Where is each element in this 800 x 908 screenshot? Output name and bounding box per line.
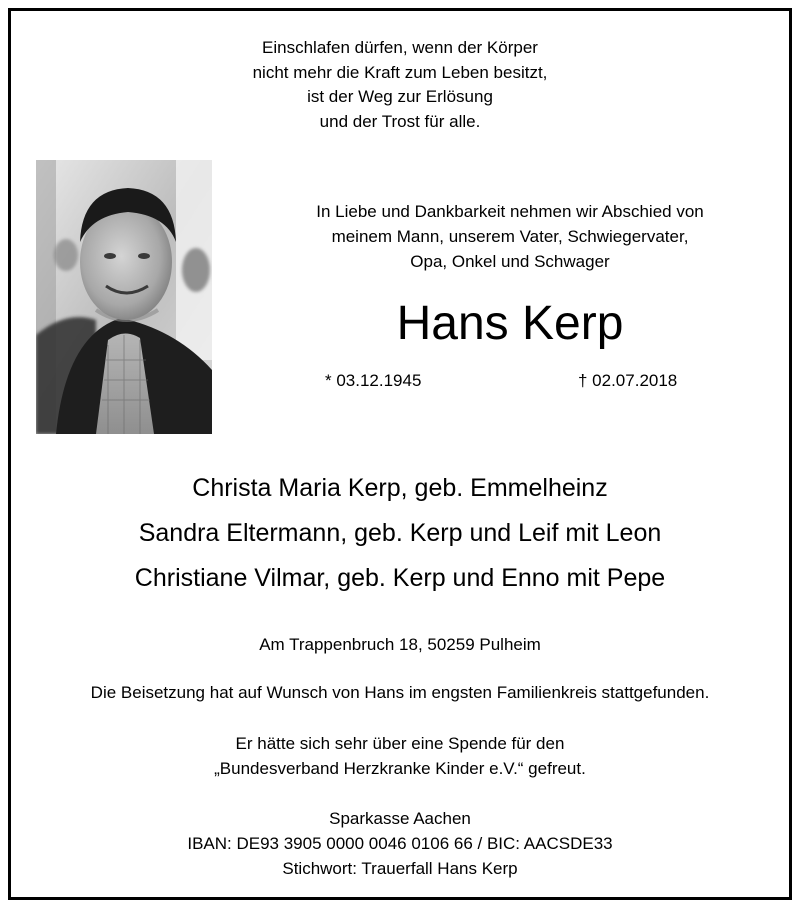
birth-date: * 03.12.1945: [325, 371, 422, 390]
bank-name: Sparkasse Aachen: [329, 809, 471, 828]
death-date: † 02.07.2018: [578, 371, 678, 390]
donation-request: [0, 731, 800, 781]
deceased-name: Hans Kerp: [396, 297, 624, 350]
address: Am Trappenbruch 18, 50259 Pulheim: [259, 635, 541, 654]
portrait-photo: [36, 160, 212, 434]
burial-note: Die Beisetzung hat auf Wunsch von Hans im engsten Familienkreis stattgefunden.: [90, 683, 710, 702]
poem-line: und der Trost für alle.: [319, 111, 481, 131]
bank-keyword: Stichwort: Trauerfall Hans Kerp: [282, 859, 518, 878]
poem-line: ist der Weg zur Erlösung: [307, 87, 493, 106]
iban-bic: IBAN: DE93 3905 0000 0046 0106 66 / BIC: AACSDE33: [187, 834, 613, 853]
intro-line: meinem Mann, unserem Vater, Schwiegervater,: [331, 227, 689, 246]
mourner-name: Sandra Eltermann, geb. Kerp und Leif mit Leon: [138, 519, 662, 547]
mourner-name: Christiane Vilmar, geb. Kerp und Enno mit Pepe: [134, 564, 666, 592]
portrait-image: [36, 160, 212, 434]
mourners-list: [0, 466, 800, 601]
mourner-name: Christa Maria Kerp, geb. Emmelheinz: [192, 474, 608, 502]
donation-line: „Bundesverband Herzkranke Kinder e.V.“ gefreut.: [214, 759, 586, 778]
farewell-intro: [250, 199, 770, 274]
intro-line: In Liebe und Dankbarkeit nehmen wir Abschied von: [316, 202, 704, 221]
poem-line: Einschlafen dürfen, wenn der Körper: [262, 38, 538, 57]
intro-line: Opa, Onkel und Schwager: [410, 252, 610, 271]
poem: [0, 36, 800, 134]
donation-line: Er hätte sich sehr über eine Spende für den: [235, 734, 565, 753]
poem-line: nicht mehr die Kraft zum Leben besitzt,: [252, 62, 548, 82]
bank-details: [0, 806, 800, 881]
